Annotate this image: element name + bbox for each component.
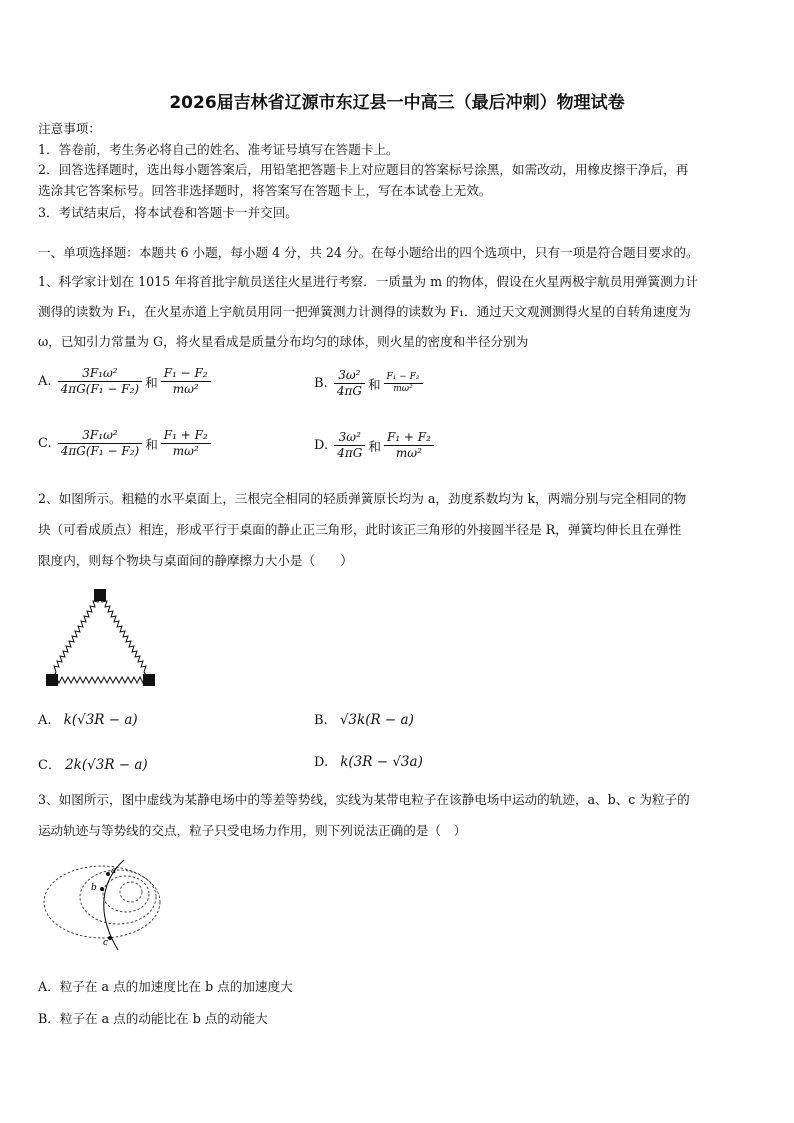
- q1-option-c-fraction-1: $\frac{\text{3F₁ω²}}{\text{4πG(F₁ − F₂)}}$: [58, 428, 142, 459]
- point-a-label: a: [111, 866, 117, 876]
- q1-stem-line-3: ω，已知引力常量为 G，将火星看成是质量分布均匀的球体，则火星的密度和半径分别为: [38, 334, 529, 349]
- q1-option-a-label: A.: [38, 374, 52, 389]
- q3-option-a[interactable]: A．粒子在 a 点的加速度比在 b 点的加速度大: [38, 979, 293, 994]
- section-heading: 一、单项选择题：本题共 6 小题，每小题 4 分，共 24 分。在每小题给出的四个选项中，只有一项是符合题目要求的。: [38, 245, 699, 260]
- notice-item-3: 3．考试结束后，将本试卷和答题卡一并交回。: [38, 205, 298, 220]
- block-right: [143, 674, 155, 686]
- q2-option-c-label: C．: [38, 758, 61, 773]
- q2-option-b-expression: √3k(R − a): [339, 712, 414, 728]
- q1-option-a[interactable]: [38, 366, 213, 397]
- q1-option-c-and: 和: [145, 437, 158, 452]
- q1-option-c-fraction-2: $\frac{\text{F₁ + F₂}}{\text{mω²}}$: [161, 428, 211, 459]
- equipotential-line-2: [80, 870, 156, 924]
- q3-stem-line-1: 3、如图所示，图中虚线为某静电场中的等差等势线，实线为某带电粒子在该静电场中运动的轨迹，a、b、c 为粒子的: [38, 792, 690, 807]
- q2-option-c-expression: 2k(√3R − a): [65, 757, 148, 773]
- q3-option-b[interactable]: B．粒子在 a 点的动能比在 b 点的动能大: [38, 1011, 268, 1026]
- q1-option-a-fraction-1: $\frac{\text{3F₁ω²}}{\text{4πG(F₁ − F₂)}}$: [58, 366, 142, 397]
- q2-option-b[interactable]: [314, 712, 414, 728]
- q2-option-c[interactable]: [38, 754, 148, 773]
- spring-bottom: [52, 677, 149, 683]
- q1-option-d[interactable]: [314, 430, 436, 461]
- q1-option-a-and: 和: [145, 375, 158, 390]
- q1-option-b-label: B.: [314, 376, 328, 391]
- point-b-label: b: [91, 883, 97, 893]
- q1-option-d-label: D.: [314, 438, 329, 453]
- block-top: [94, 589, 106, 601]
- q1-option-b[interactable]: [314, 368, 425, 399]
- q2-stem-line-2: 块（可看成质点）相连，形成平行于桌面的静止正三角形，此时该正三角形的外接圆半径是 R，弹簧均伸长且在弹性: [38, 522, 682, 537]
- q1-option-c[interactable]: [38, 428, 213, 459]
- q1-option-d-fraction-2: $\frac{\text{F₁ + F₂}}{\text{mω²}}$: [384, 430, 434, 461]
- q2-option-a-label: A.: [38, 713, 52, 728]
- notice-item-2: 2．回答选择题时，选出每小题答案后，用铅笔把答题卡上对应题目的答案标号涂黑，如需改动，用橡皮擦干净后，再: [38, 162, 689, 177]
- q2-option-a[interactable]: [38, 712, 138, 728]
- q2-stem-line-1: 2、如图所示。粗糙的水平桌面上，三根完全相同的轻质弹簧原长均为 a，劲度系数均为 k，两端分别与完全相同的物: [38, 491, 687, 506]
- q1-option-b-fraction-2: $\frac{\text{F₁ − F₂}}{\text{mω²}}$: [384, 372, 423, 395]
- block-left: [46, 674, 58, 686]
- notice-heading: 注意事项：: [38, 121, 101, 136]
- q1-option-c-label: C.: [38, 436, 52, 451]
- equipotential-line-outer: [44, 866, 160, 938]
- q1-option-d-and: 和: [368, 439, 381, 454]
- notice-item-1: 1．答卷前，考生务必将自己的姓名、准考证号填写在答题卡上。: [38, 142, 399, 157]
- spring-right: [100, 596, 149, 680]
- point-c-label: c: [103, 938, 109, 948]
- notice-item-2-cont: 选涂其它答案标号。回答非选择题时，将答案写在答题卡上，写在本试卷上无效。: [38, 183, 492, 198]
- spring-left: [52, 596, 100, 680]
- q1-option-d-fraction-1: $\frac{\text{3ω²}}{4\pi G}$: [334, 430, 365, 461]
- q2-option-b-label: B.: [314, 713, 328, 728]
- q2-option-d[interactable]: [314, 754, 423, 770]
- spring-triangle-figure: [40, 584, 165, 692]
- q1-option-b-and: 和: [367, 377, 381, 392]
- q3-stem-line-2: 运动轨迹与等势线的交点，粒子只受电场力作用，则下列说法正确的是（ ）: [38, 823, 467, 838]
- q1-option-b-fraction-1: $\frac{\text{3ω²}}{4\pi G}$: [334, 368, 365, 399]
- q1-stem-line-1: 1、科学家计划在 1015 年将首批宇航员送往火星进行考察．一质量为 m 的物体，假设在火星两极宇航员用弹簧测力计: [38, 274, 698, 289]
- equipotential-figure: [40, 852, 170, 954]
- point-c-marker: [108, 936, 112, 940]
- point-a-marker: [106, 872, 110, 876]
- q2-stem-line-3: 限度内，则每个物块与桌面间的静摩擦力大小是（ ）: [38, 553, 353, 568]
- equipotential-line-inner: [120, 882, 142, 902]
- page-title: 2026届吉林省辽源市东辽县一中高三（最后冲刺）物理试卷: [169, 93, 625, 113]
- q2-option-d-label: D.: [314, 755, 329, 770]
- q1-stem-line-2: 测得的读数为 F₁，在火星赤道上宇航员用同一把弹簧测力计测得的读数为 F₁．通过天文观测测得火星的自转角速度为: [38, 304, 691, 319]
- q2-option-a-expression: k(√3R − a): [63, 712, 138, 728]
- q1-option-a-fraction-2: $\frac{\text{F₁ − F₂}}{\text{mω²}}$: [161, 366, 211, 397]
- q2-option-d-expression: k(3R − √3a): [340, 754, 423, 770]
- point-b-marker: [100, 887, 104, 891]
